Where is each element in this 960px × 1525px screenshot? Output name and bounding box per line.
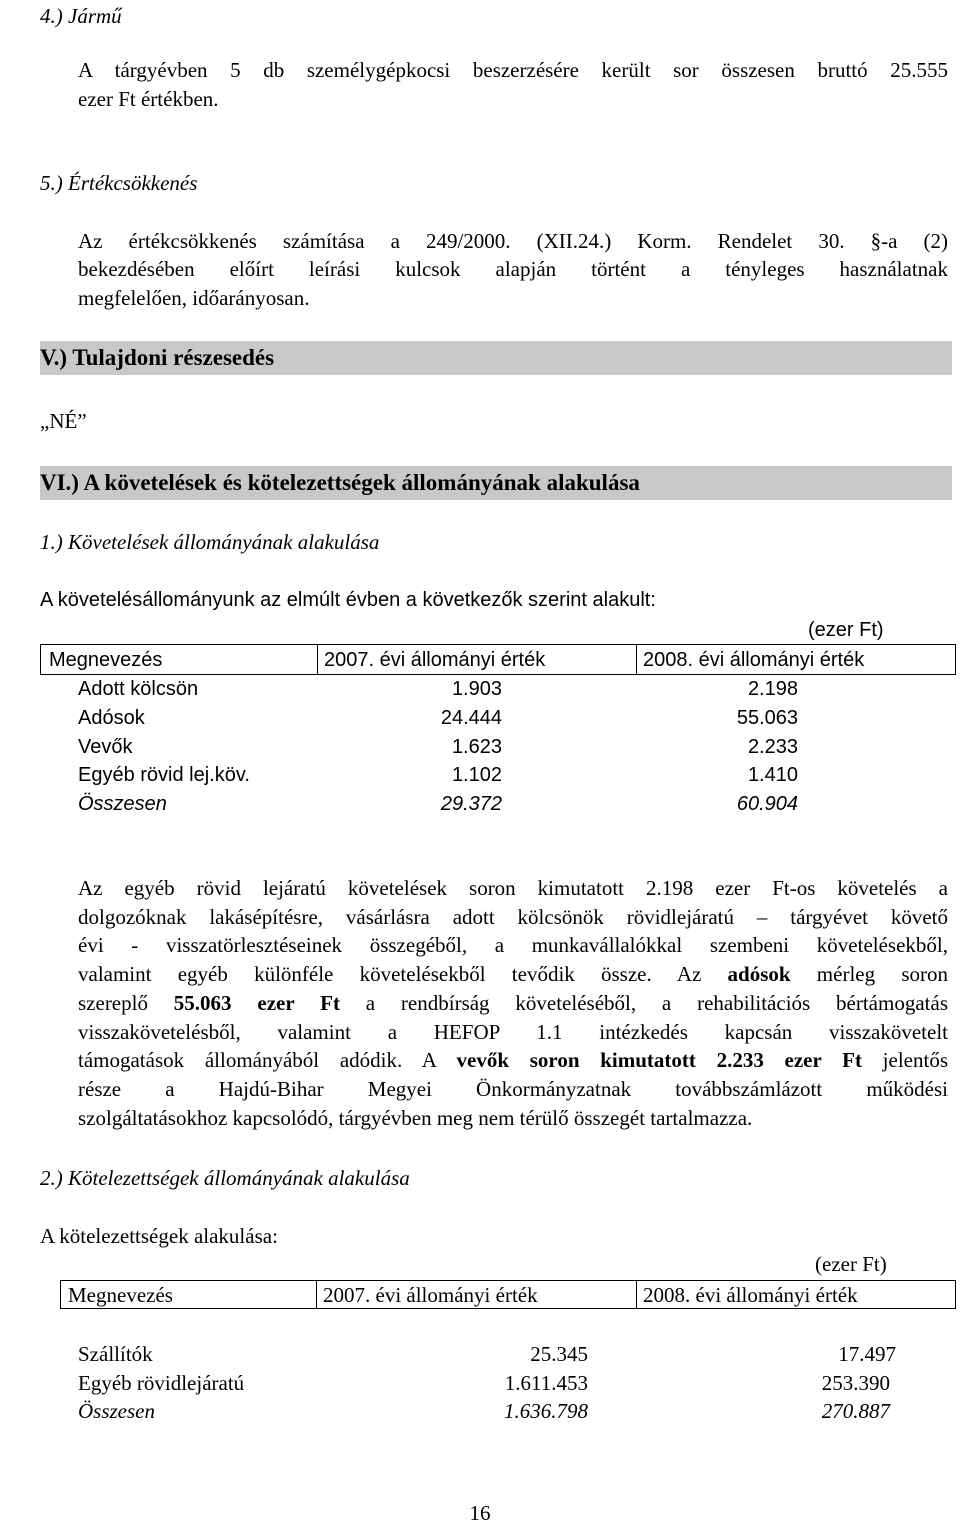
page-number: 16 bbox=[469, 1501, 491, 1525]
header-2008: 2008. évi állományi érték bbox=[643, 1283, 858, 1307]
table-row bbox=[0, 1373, 960, 1401]
receivables-intro: A követelésállományunk az elmúlt évben a következők szerint alakult: bbox=[40, 589, 656, 611]
row-2008: 17.497 bbox=[838, 1342, 896, 1366]
paragraph-line bbox=[78, 904, 948, 929]
section-4-text-line: ezer Ft értékben. bbox=[78, 87, 219, 111]
paragraph-line bbox=[78, 878, 948, 899]
row-name: Egyéb rövid lej.köv. bbox=[78, 764, 250, 786]
row-2008: 253.390 bbox=[821, 1371, 890, 1395]
row-name: Adott kölcsön bbox=[78, 678, 199, 700]
row-2008: 2.233 bbox=[747, 736, 798, 758]
row-name: Egyéb rövidlejáratú bbox=[78, 1371, 245, 1395]
table-total-row bbox=[0, 794, 960, 822]
chapter-v-title: V.) Tulajdoni részesedés bbox=[40, 345, 275, 370]
table-row bbox=[0, 1344, 960, 1372]
liabilities-table-header bbox=[60, 1280, 956, 1309]
row-2008: 1.410 bbox=[747, 764, 798, 786]
text-fragment: visszakövetelésből, valamint a HEFOP 1.1 intézkedés kapcsán visszakövetelt bbox=[78, 1019, 948, 1044]
header-divider bbox=[636, 645, 637, 674]
bold-fragment: adósok bbox=[727, 962, 791, 987]
text-fragment: támogatások állományából adódik. A bbox=[78, 1048, 457, 1073]
text-fragment: mérleg soron bbox=[790, 962, 948, 987]
header-name: Megnevezés bbox=[49, 649, 163, 671]
chapter-v-banner bbox=[40, 341, 952, 375]
row-2007: 1.903 bbox=[451, 678, 502, 700]
text-fragment: dolgozóknak lakásépítésre, vásárlásra adott kölcsönök rövidlejáratú – tárgyévet követő bbox=[78, 904, 948, 929]
total-2007: 29.372 bbox=[440, 793, 502, 815]
text-fragment: jelentős bbox=[861, 1048, 948, 1073]
liabilities-unit: (ezer Ft) bbox=[815, 1252, 887, 1276]
text-fragment: szolgáltatásokhoz kapcsolódó, tárgyévben meg nem térülő összegét tartalmazza. bbox=[78, 1105, 753, 1130]
paragraph-line bbox=[78, 964, 948, 985]
paragraph-line bbox=[78, 1050, 948, 1071]
section-4-heading: 4.) Jármű bbox=[40, 4, 122, 28]
section-5-text-line: bekezdésében előírt leírási kulcsok alapján történt a tényleges használatnak bbox=[78, 257, 948, 281]
table-row bbox=[0, 765, 960, 793]
total-2008: 60.904 bbox=[736, 793, 798, 815]
liabilities-intro: A kötelezettségek alakulása: bbox=[40, 1224, 278, 1248]
paragraph-line bbox=[78, 935, 948, 956]
row-2007: 1.102 bbox=[451, 764, 502, 786]
header-2008: 2008. évi állományi érték bbox=[643, 649, 865, 671]
bold-fragment: vevők soron kimutatott 2.233 ezer Ft bbox=[456, 1048, 862, 1073]
text-fragment: valamint egyéb különféle követelésekből tevődik össze. Az bbox=[78, 962, 728, 987]
section-5-heading: 5.) Értékcsökkenés bbox=[40, 171, 198, 195]
header-divider bbox=[316, 1281, 317, 1308]
total-2007: 1.636.798 bbox=[504, 1399, 588, 1423]
receivables-table-header bbox=[40, 644, 956, 675]
text-fragment: Az egyéb rövid lejáratú követelések soron kimutatott 2.198 ezer Ft-os követelés a bbox=[78, 876, 948, 900]
chapter-v-note: „NÉ” bbox=[40, 409, 87, 433]
total-name: Összesen bbox=[78, 1399, 155, 1423]
row-name: Szállítók bbox=[78, 1342, 153, 1366]
section-4-text-line: A tárgyévben 5 db személygépkocsi beszerzésére került sor összesen bruttó 25.555 bbox=[78, 58, 948, 82]
header-2007: 2007. évi állományi érték bbox=[323, 1283, 538, 1307]
text-fragment: szereplő bbox=[78, 990, 174, 1015]
paragraph-line bbox=[78, 1019, 948, 1044]
table-row bbox=[0, 737, 960, 765]
section-5-text-line: Az értékcsökkenés számítása a 249/2000. (XII.24.) Korm. Rendelet 30. §-a (2) bbox=[78, 229, 948, 253]
row-2008: 2.198 bbox=[747, 678, 798, 700]
header-divider bbox=[317, 645, 318, 674]
receivables-heading: 1.) Követelések állományának alakulása bbox=[40, 530, 380, 554]
row-2007: 25.345 bbox=[530, 1342, 588, 1366]
header-name: Megnevezés bbox=[68, 1283, 173, 1307]
row-2007: 1.623 bbox=[451, 736, 502, 758]
text-fragment: a rendbírság követeléséből, a rehabilitációs bértámogatás bbox=[339, 990, 948, 1015]
row-2008: 55.063 bbox=[736, 707, 798, 729]
table-row bbox=[0, 679, 960, 707]
chapter-vi-title: VI.) A követelések és kötelezettségek állományának alakulása bbox=[40, 470, 640, 495]
header-2007: 2007. évi állományi érték bbox=[324, 649, 546, 671]
table-total-row bbox=[0, 1401, 960, 1429]
row-2007: 1.611.453 bbox=[504, 1371, 588, 1395]
receivables-unit: (ezer Ft) bbox=[808, 619, 884, 641]
chapter-vi-banner bbox=[40, 466, 952, 500]
paragraph-line bbox=[78, 990, 948, 1015]
row-name: Adósok bbox=[78, 707, 145, 729]
section-5-text-line: megfelelően, időarányosan. bbox=[78, 286, 310, 310]
paragraph-line bbox=[78, 1105, 948, 1130]
table-row bbox=[0, 708, 960, 736]
header-divider bbox=[636, 1281, 637, 1308]
paragraph-line bbox=[78, 1076, 948, 1101]
total-2008: 270.887 bbox=[821, 1399, 890, 1423]
row-2007: 24.444 bbox=[440, 707, 502, 729]
total-name: Összesen bbox=[78, 793, 167, 815]
text-fragment: része a Hajdú-Bihar Megyei Önkormányzatnak továbbszámlázott működési bbox=[78, 1076, 948, 1101]
text-fragment: évi - visszatörlesztéseinek összegéből, a munkavállalókkal szembeni követelésekből, bbox=[78, 933, 948, 958]
liabilities-heading: 2.) Kötelezettségek állományának alakulása bbox=[40, 1166, 410, 1190]
bold-fragment: 55.063 ezer Ft bbox=[173, 990, 340, 1015]
row-name: Vevők bbox=[78, 736, 133, 758]
